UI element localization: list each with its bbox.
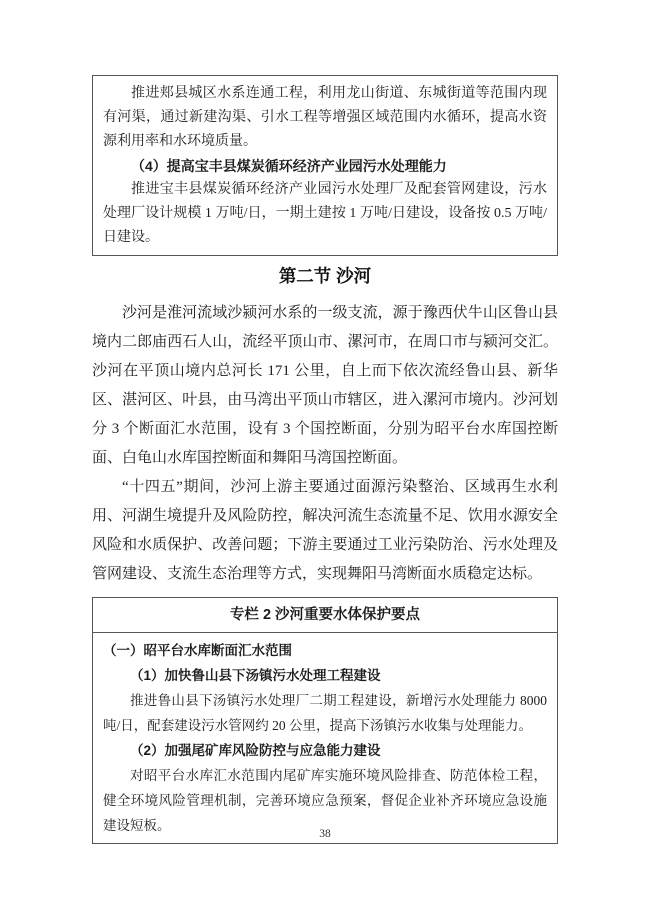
paragraph: 沙河是淮河流域沙颍河水系的一级支流，源于豫西伏牛山区鲁山县境内二郎庙西石人山，流经平顶山市、漯河市，在周口市与颍河交汇。沙河在平顶山境内总河长 171 公里，自上而下依次流经鲁山县、新华区、湛河区、叶县，由马湾出平顶山市辖区，进入漯河市境内。沙河划分 3 个断面汇水范围，设有 3 个国控断面，分别为昭平台水库国控断面、白龟山水库国控断面和舞阳马湾国控断面。 <box>92 305 558 466</box>
paragraph: 推进鲁山县下汤镇污水处理厂二期工程建设，新增污水处理能力 8000 吨/日，配套建设污水管网约 20 公里，提高下汤镇污水收集与处理能力。 <box>103 693 547 733</box>
paragraph: 对昭平台水库汇水范围内尾矿库实施环境风险排查、防范体检工程，健全环境风险管理机制，完善环境应急预案，督促企业补齐环境应急设施建设短板。 <box>103 768 547 833</box>
column-subheading-2: （2）加强尾矿库风险防控与应急能力建设 <box>130 743 381 758</box>
column-subheading-1: （1）加快鲁山县下汤镇污水处理工程建设 <box>130 668 381 683</box>
section-heading: 第二节 沙河 <box>278 266 372 286</box>
column-box-body <box>93 633 557 843</box>
column-heading-1: （一）昭平台水库断面汇水范围 <box>103 643 292 658</box>
subheading-item-4: （4）提高宝丰县煤炭循环经济产业园污水处理能力 <box>131 158 447 174</box>
paragraph: 推进郏县城区水系连通工程，利用龙山街道、东城街道等范围内现有河渠，通过新建沟渠、引水工程等增强区域范围内水循环，提高水资源利用率和水环境质量。 <box>103 86 547 149</box>
page-content <box>92 0 558 844</box>
callout-box-previous-section <box>92 75 558 256</box>
paragraph: 推进宝丰县煤炭循环经济产业园污水处理厂及配套管网建设，污水处理厂设计规模 1 万吨/日，一期土建按 1 万吨/日建设，设备按 0.5 万吨/日建设。 <box>103 182 547 245</box>
paragraph: “十四五”期间，沙河上游主要通过面源污染整治、区域再生水利用、河湖生境提升及风险防控，解决河流生态流量不足、饮用水源安全风险和水质保护、改善问题；下游主要通过工业污染防治、污水处理及管网建设、支流生态治理等方式，实现舞阳马湾断面水质稳定达标。 <box>92 479 558 582</box>
page-number: 38 <box>319 828 331 840</box>
column-box-title: 专栏 2 沙河重要水体保护要点 <box>93 598 557 633</box>
column-2-box <box>92 597 558 844</box>
